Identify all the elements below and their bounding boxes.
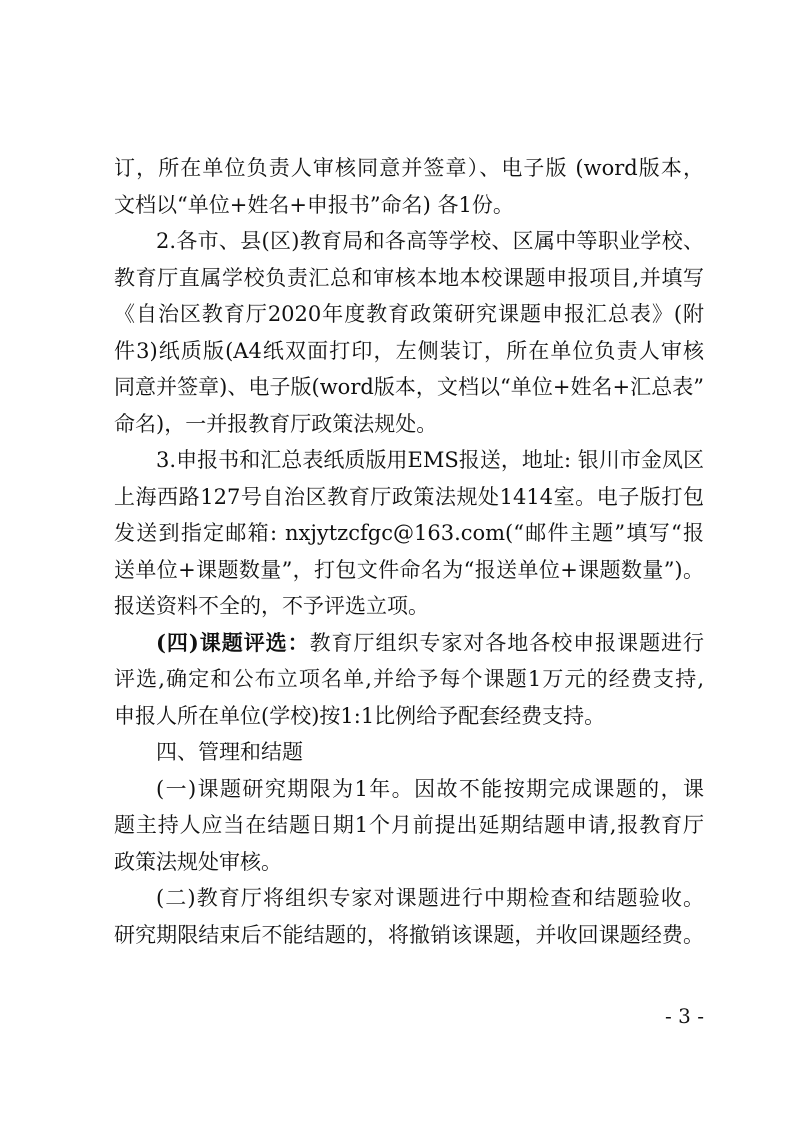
text-line: (二)教育厅将组织专家对课题进行中期检查和结题验收。 [156, 886, 704, 910]
section-4-text: 教育厅组织专家对各地各校申报课题进行 [309, 630, 704, 655]
section-4-label: (四)课题评选： [156, 629, 310, 655]
section-4-first-line [114, 625, 704, 662]
text-line: 申报人所在单位(学校)按1:1比例给予配套经费支持。 [114, 703, 606, 728]
section-heading: 四、管理和结题 [156, 740, 303, 764]
text-line: 送单位+课题数量”，打包文件命名为“报送单位+课题数量”)。 [114, 557, 704, 582]
text-line: 同意并签章)、电子版(word版本，文档以“单位+姓名+汇总表” [114, 375, 704, 399]
text-line: 题主持人应当在结题日期1个月前提出延期结题申请,报教育厅 [114, 813, 704, 837]
text-line: (一)课题研究期限为1年。因故不能按期完成课题的，课 [156, 776, 704, 801]
text-line: 政策法规处审核。 [114, 849, 282, 874]
text-line: 《自治区教育厅2020年度教育政策研究课题申报汇总表》(附 [114, 302, 704, 326]
text-line: 教育厅直属学校负责汇总和审核本地本校课题申报项目,并填写 [114, 265, 704, 290]
text-line: 评选,确定和公布立项名单,并给予每个课题1万元的经费支持, [114, 667, 704, 691]
text-line: 件3)纸质版(A4纸双面打印，左侧装订，所在单位负责人审核 [114, 338, 704, 363]
text-line: 2.各市、县(区)教育局和各高等学校、区属中等职业学校、 [156, 229, 704, 253]
text-line: 3.申报书和汇总表纸质版用EMS报送，地址: 银川市金凤区 [156, 448, 704, 472]
text-line: 发送到指定邮箱: nxjytzcfgc@163.com(“邮件主题”填写“报 [114, 521, 704, 545]
text-line: 文档以“单位+姓名+申报书”命名) 各1份。 [114, 192, 514, 217]
text-line: 订，所在单位负责人审核同意并签章）、电子版 (word版本， [114, 156, 704, 180]
text-line: 报送资料不全的，不予评选立项。 [114, 594, 429, 618]
body-text [114, 150, 704, 953]
text-line: 命名)，一并报教育厅政策法规处。 [114, 411, 438, 436]
page-number: - 3 - [665, 1004, 704, 1028]
text-line: 上海西路127号自治区教育厅政策法规处1414室。电子版打包 [114, 484, 704, 509]
text-line: 研究期限结束后不能结题的，将撤销该课题，并收回课题经费。 [114, 922, 704, 947]
